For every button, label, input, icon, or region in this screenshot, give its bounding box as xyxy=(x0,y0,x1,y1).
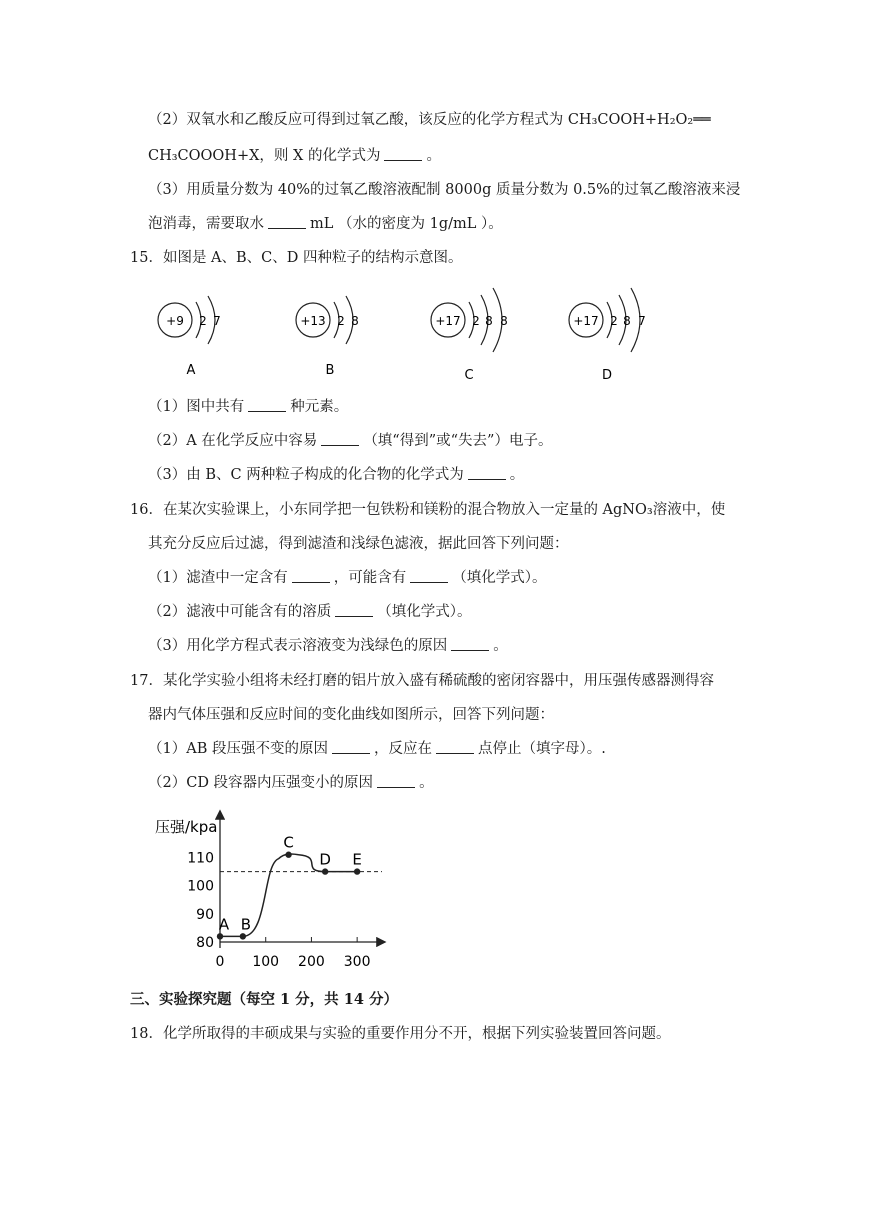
atom-diagram-c xyxy=(425,284,525,384)
answer-blank xyxy=(335,602,373,617)
answer-blank xyxy=(377,773,415,788)
q15-part2: （2）A 在化学反应中容易 （填“得到”或“失去”）电子。 xyxy=(148,433,553,449)
pressure-time-chart xyxy=(150,800,400,975)
data-point-label: B xyxy=(240,915,252,934)
atom-label: C xyxy=(464,368,474,383)
answer-blank xyxy=(332,739,370,754)
answer-blank xyxy=(410,568,448,583)
nucleus-charge: +17 xyxy=(435,314,461,328)
shell-electrons: 8 xyxy=(351,314,359,328)
data-point-label: D xyxy=(319,850,331,869)
atom-label: D xyxy=(601,368,613,383)
q16-stem-line1: 16．在某次实验课上，小东同学把一包铁粉和镁粉的混合物放入一定量的 AgNO₃溶液中，使 xyxy=(130,502,726,518)
x-tick-label: 0 xyxy=(215,954,225,970)
q18-stem: 18．化学所取得的丰硕成果与实验的重要作用分不开，根据下列实验装置回答问题。 xyxy=(130,1026,671,1042)
answer-blank xyxy=(468,465,506,480)
shell-electrons: 2 xyxy=(472,314,480,328)
q17-part2: （2）CD 段容器内压强变小的原因 。 xyxy=(148,775,434,791)
answer-blank xyxy=(451,636,489,651)
y-tick-label: 80 xyxy=(196,935,214,951)
q15-part3: （3）由 B、C 两种粒子构成的化合物的化学式为 。 xyxy=(148,467,525,483)
q16-part2: （2）滤液中可能含有的溶质 （填化学式）。 xyxy=(148,604,472,620)
data-point xyxy=(217,933,223,939)
data-point xyxy=(285,852,291,858)
y-tick-label: 110 xyxy=(187,850,214,867)
x-tick-label: 100 xyxy=(252,954,280,970)
shell-electrons: 7 xyxy=(638,314,646,328)
answer-blank xyxy=(292,568,330,583)
data-point xyxy=(354,868,360,874)
answer-blank xyxy=(268,214,306,229)
q15-part1: （1）图中共有 种元素。 xyxy=(148,399,349,415)
x-tick-label: 200 xyxy=(298,954,325,970)
shell-electrons: 2 xyxy=(610,314,618,328)
atom-diagram-a xyxy=(152,288,242,383)
data-point-label: A xyxy=(218,915,230,934)
q17-stem-line2: 器内气体压强和反应时间的变化曲线如图所示，回答下列问题： xyxy=(148,707,554,723)
q16-stem-line2: 其充分反应后过滤，得到滤渣和浅绿色滤液，据此回答下列问题： xyxy=(148,536,569,552)
atom-label: B xyxy=(325,363,335,378)
nucleus-charge: +17 xyxy=(573,314,599,328)
q17-stem-line1: 17．某化学实验小组将未经打磨的铝片放入盛有稀硫酸的密闭容器中，用压强传感器测得容 xyxy=(130,673,714,689)
shell-electrons: 2 xyxy=(199,314,207,328)
data-point-label: E xyxy=(352,850,362,869)
q15-stem: 15．如图是 A、B、C、D 四种粒子的结构示意图。 xyxy=(130,250,463,266)
answer-blank xyxy=(248,397,286,412)
q16-part3: （3）用化学方程式表示溶液变为浅绿色的原因 。 xyxy=(148,638,508,654)
data-point-label: C xyxy=(283,833,294,852)
q14-part2-line1: （2）双氧水和乙酸反应可得到过氧乙酸，该反应的化学方程式为 CH₃COOH+H₂O₂══ xyxy=(148,112,711,128)
q17-part1: （1）AB 段压强不变的原因 ，反应在 点停止（填字母）。. xyxy=(148,741,606,757)
atom-diagram-b xyxy=(290,288,380,383)
data-point xyxy=(240,933,246,939)
shell-electrons: 8 xyxy=(485,314,493,328)
data-point xyxy=(322,868,328,874)
section-title: 三、实验探究题（每空 1 分，共 14 分） xyxy=(130,991,398,1008)
y-axis-label: 压强/kpa xyxy=(155,818,218,836)
shell-electrons: 8 xyxy=(623,314,631,328)
nucleus-charge: +13 xyxy=(300,314,326,328)
nucleus-charge: +9 xyxy=(166,314,184,328)
q14-part3-line2: 泡消毒，需要取水 mL （水的密度为 1g/mL ）。 xyxy=(148,216,503,232)
q14-part3-line1: （3）用质量分数为 40%的过氧乙酸溶液配制 8000g 质量分数为 0.5%的过氧乙酸溶液来浸 xyxy=(148,182,741,198)
q14-part2-line2: CH₃COOOH+X，则 X 的化学式为 。 xyxy=(148,148,441,164)
shell-electrons: 7 xyxy=(213,314,221,328)
q16-part1: （1）滤渣中一定含有 ，可能含有 （填化学式）。 xyxy=(148,570,547,586)
answer-blank xyxy=(436,739,474,754)
atom-label: A xyxy=(186,363,196,378)
answer-blank xyxy=(321,431,359,446)
shell-electrons: 8 xyxy=(500,314,508,328)
answer-blank xyxy=(384,146,422,161)
atom-diagram-d xyxy=(563,284,663,384)
y-tick-label: 100 xyxy=(187,878,214,895)
shell-electrons: 2 xyxy=(337,314,345,328)
x-tick-label: 300 xyxy=(343,954,371,970)
y-tick-label: 90 xyxy=(196,906,214,923)
